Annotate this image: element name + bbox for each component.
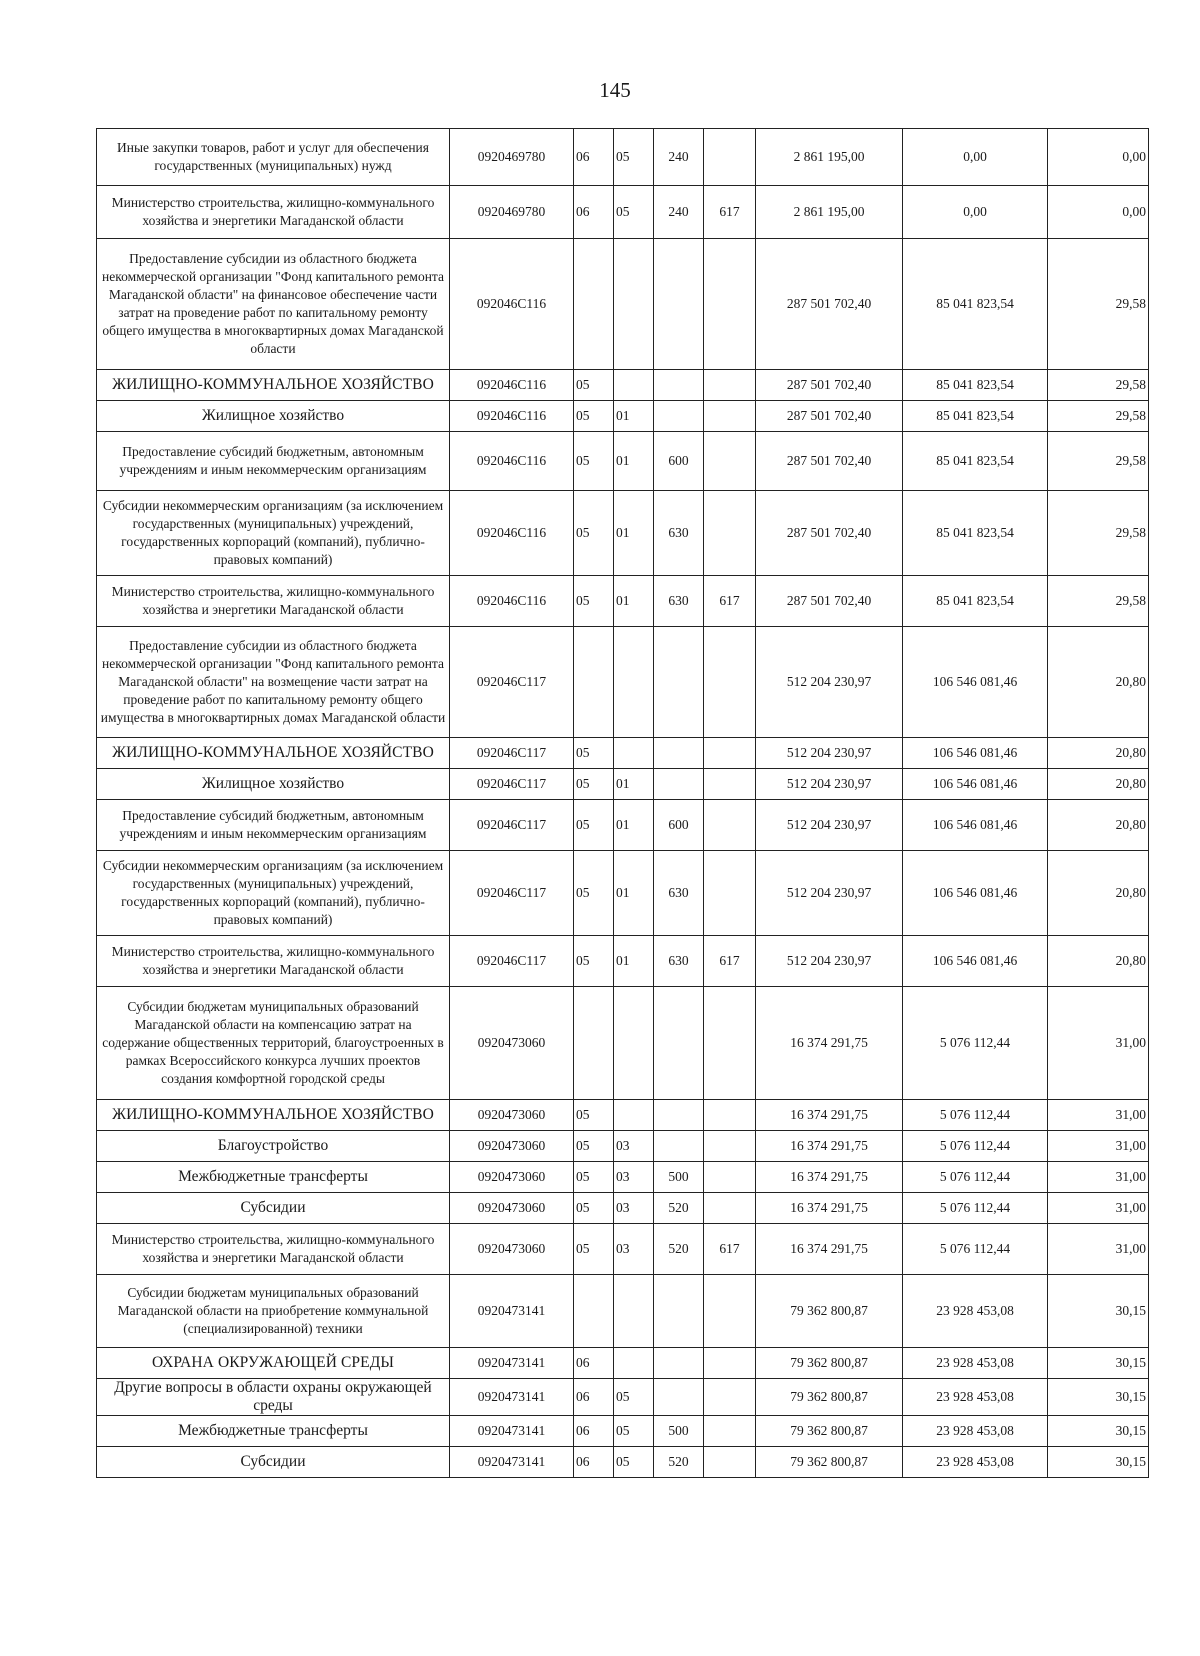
table-row xyxy=(97,1100,1149,1131)
row-name: Другие вопросы в области охраны окружающей среды xyxy=(97,1379,450,1416)
row-execution-percent: 29,58 xyxy=(1048,576,1149,627)
row-section: 05 xyxy=(574,1131,614,1162)
row-planned-amount: 287 501 702,40 xyxy=(756,576,903,627)
row-code: 092046С116 xyxy=(450,239,574,370)
row-planned-amount: 79 362 800,87 xyxy=(756,1348,903,1379)
row-expense-type: 630 xyxy=(654,851,704,936)
row-name: Министерство строительства, жилищно-коммунального хозяйства и энергетики Магаданской области xyxy=(97,186,450,239)
row-execution-percent: 30,15 xyxy=(1048,1447,1149,1478)
row-planned-amount: 16 374 291,75 xyxy=(756,1193,903,1224)
row-section: 05 xyxy=(574,1193,614,1224)
row-subsection: 01 xyxy=(614,800,654,851)
row-expense-type xyxy=(654,987,704,1100)
row-section xyxy=(574,627,614,738)
row-expense-type xyxy=(654,1275,704,1348)
row-name: Благоустройство xyxy=(97,1131,450,1162)
row-subsection xyxy=(614,738,654,769)
row-planned-amount: 16 374 291,75 xyxy=(756,1100,903,1131)
table-row xyxy=(97,239,1149,370)
row-executed-amount: 106 546 081,46 xyxy=(903,627,1048,738)
table-row xyxy=(97,576,1149,627)
row-admin-code xyxy=(704,800,756,851)
row-execution-percent: 29,58 xyxy=(1048,370,1149,401)
table-row xyxy=(97,1162,1149,1193)
row-execution-percent: 29,58 xyxy=(1048,239,1149,370)
row-planned-amount: 287 501 702,40 xyxy=(756,432,903,491)
row-code: 092046С116 xyxy=(450,576,574,627)
row-subsection: 01 xyxy=(614,851,654,936)
row-subsection: 03 xyxy=(614,1193,654,1224)
row-executed-amount: 85 041 823,54 xyxy=(903,432,1048,491)
row-code: 092046С116 xyxy=(450,432,574,491)
row-executed-amount: 5 076 112,44 xyxy=(903,1131,1048,1162)
row-code: 092046С116 xyxy=(450,401,574,432)
table-row xyxy=(97,1416,1149,1447)
row-execution-percent: 30,15 xyxy=(1048,1416,1149,1447)
table-row xyxy=(97,1131,1149,1162)
row-name: Предоставление субсидий бюджетным, автономным учреждениям и иным некоммерческим организациям xyxy=(97,432,450,491)
row-section: 06 xyxy=(574,129,614,186)
row-expense-type xyxy=(654,401,704,432)
row-section: 05 xyxy=(574,769,614,800)
row-executed-amount: 106 546 081,46 xyxy=(903,851,1048,936)
table-row xyxy=(97,800,1149,851)
row-admin-code xyxy=(704,370,756,401)
row-execution-percent: 0,00 xyxy=(1048,129,1149,186)
row-planned-amount: 2 861 195,00 xyxy=(756,129,903,186)
row-execution-percent: 31,00 xyxy=(1048,1193,1149,1224)
row-subsection: 05 xyxy=(614,1416,654,1447)
row-subsection: 01 xyxy=(614,769,654,800)
row-admin-code xyxy=(704,432,756,491)
row-subsection: 05 xyxy=(614,1447,654,1478)
row-expense-type: 600 xyxy=(654,800,704,851)
row-code: 092046С117 xyxy=(450,936,574,987)
row-executed-amount: 85 041 823,54 xyxy=(903,491,1048,576)
row-planned-amount: 16 374 291,75 xyxy=(756,1162,903,1193)
row-expense-type xyxy=(654,769,704,800)
row-admin-code xyxy=(704,1348,756,1379)
row-admin-code: 617 xyxy=(704,186,756,239)
row-subsection: 01 xyxy=(614,401,654,432)
row-expense-type: 240 xyxy=(654,129,704,186)
row-planned-amount: 287 501 702,40 xyxy=(756,239,903,370)
row-planned-amount: 287 501 702,40 xyxy=(756,491,903,576)
row-section: 05 xyxy=(574,851,614,936)
row-code: 0920469780 xyxy=(450,129,574,186)
row-admin-code xyxy=(704,1447,756,1478)
row-expense-type: 520 xyxy=(654,1193,704,1224)
row-planned-amount: 512 204 230,97 xyxy=(756,851,903,936)
row-subsection xyxy=(614,1100,654,1131)
row-executed-amount: 23 928 453,08 xyxy=(903,1447,1048,1478)
row-planned-amount: 79 362 800,87 xyxy=(756,1379,903,1416)
row-code: 0920473060 xyxy=(450,1131,574,1162)
table-row xyxy=(97,1275,1149,1348)
row-section: 05 xyxy=(574,1100,614,1131)
table-row xyxy=(97,769,1149,800)
row-executed-amount: 106 546 081,46 xyxy=(903,800,1048,851)
row-name: Межбюджетные трансферты xyxy=(97,1162,450,1193)
row-expense-type: 630 xyxy=(654,491,704,576)
row-code: 0920473141 xyxy=(450,1275,574,1348)
row-section: 06 xyxy=(574,186,614,239)
table-row xyxy=(97,936,1149,987)
row-executed-amount: 5 076 112,44 xyxy=(903,987,1048,1100)
row-section: 06 xyxy=(574,1447,614,1478)
row-planned-amount: 287 501 702,40 xyxy=(756,401,903,432)
row-planned-amount: 2 861 195,00 xyxy=(756,186,903,239)
row-subsection xyxy=(614,239,654,370)
row-expense-type xyxy=(654,627,704,738)
row-executed-amount: 85 041 823,54 xyxy=(903,239,1048,370)
row-admin-code xyxy=(704,1193,756,1224)
row-name: Предоставление субсидии из областного бюджета некоммерческой организации "Фонд капитального ремонта Магаданской области" на возмещение части затрат на проведение работ по капитальному ремонту общего имущества в многоквартирных домах Магаданской области xyxy=(97,627,450,738)
row-admin-code xyxy=(704,129,756,186)
row-admin-code xyxy=(704,627,756,738)
row-executed-amount: 106 546 081,46 xyxy=(903,738,1048,769)
row-name: Министерство строительства, жилищно-коммунального хозяйства и энергетики Магаданской области xyxy=(97,576,450,627)
table-row xyxy=(97,1224,1149,1275)
row-executed-amount: 23 928 453,08 xyxy=(903,1348,1048,1379)
row-section: 05 xyxy=(574,491,614,576)
row-execution-percent: 30,15 xyxy=(1048,1379,1149,1416)
row-execution-percent: 30,15 xyxy=(1048,1348,1149,1379)
row-code: 0920473060 xyxy=(450,1224,574,1275)
row-section: 05 xyxy=(574,576,614,627)
row-expense-type: 500 xyxy=(654,1162,704,1193)
row-admin-code xyxy=(704,1162,756,1193)
row-section: 05 xyxy=(574,1224,614,1275)
row-executed-amount: 106 546 081,46 xyxy=(903,936,1048,987)
row-execution-percent: 20,80 xyxy=(1048,627,1149,738)
row-planned-amount: 16 374 291,75 xyxy=(756,1224,903,1275)
row-admin-code xyxy=(704,401,756,432)
row-section: 06 xyxy=(574,1416,614,1447)
row-execution-percent: 20,80 xyxy=(1048,769,1149,800)
table-row xyxy=(97,1193,1149,1224)
row-execution-percent: 29,58 xyxy=(1048,491,1149,576)
budget-table xyxy=(96,128,1149,1478)
row-subsection: 03 xyxy=(614,1131,654,1162)
row-code: 092046С117 xyxy=(450,627,574,738)
table-row xyxy=(97,987,1149,1100)
table-row xyxy=(97,491,1149,576)
row-executed-amount: 0,00 xyxy=(903,129,1048,186)
row-execution-percent: 31,00 xyxy=(1048,1100,1149,1131)
row-section: 05 xyxy=(574,738,614,769)
row-code: 0920473141 xyxy=(450,1348,574,1379)
row-admin-code xyxy=(704,239,756,370)
row-name: Жилищное хозяйство xyxy=(97,401,450,432)
row-section: 05 xyxy=(574,936,614,987)
row-executed-amount: 85 041 823,54 xyxy=(903,576,1048,627)
row-section xyxy=(574,987,614,1100)
row-expense-type xyxy=(654,239,704,370)
row-name: Субсидии xyxy=(97,1193,450,1224)
row-code: 0920473141 xyxy=(450,1447,574,1478)
row-execution-percent: 20,80 xyxy=(1048,936,1149,987)
row-execution-percent: 31,00 xyxy=(1048,1131,1149,1162)
row-planned-amount: 512 204 230,97 xyxy=(756,800,903,851)
row-executed-amount: 5 076 112,44 xyxy=(903,1162,1048,1193)
row-expense-type: 500 xyxy=(654,1416,704,1447)
row-planned-amount: 79 362 800,87 xyxy=(756,1416,903,1447)
row-expense-type: 520 xyxy=(654,1224,704,1275)
row-execution-percent: 31,00 xyxy=(1048,987,1149,1100)
row-execution-percent: 31,00 xyxy=(1048,1162,1149,1193)
row-name: Предоставление субсидии из областного бюджета некоммерческой организации "Фонд капитального ремонта Магаданской области" на финансовое обеспечение части затрат на проведение работ по капитальному ремонту общего имущества в многоквартирных домах Магаданской области xyxy=(97,239,450,370)
row-subsection: 01 xyxy=(614,491,654,576)
row-name: Предоставление субсидий бюджетным, автономным учреждениям и иным некоммерческим организациям xyxy=(97,800,450,851)
table-row xyxy=(97,1447,1149,1478)
row-admin-code xyxy=(704,851,756,936)
row-subsection xyxy=(614,1348,654,1379)
row-admin-code: 617 xyxy=(704,1224,756,1275)
row-subsection xyxy=(614,370,654,401)
row-subsection: 01 xyxy=(614,936,654,987)
row-name: Министерство строительства, жилищно-коммунального хозяйства и энергетики Магаданской области xyxy=(97,936,450,987)
row-code: 092046С117 xyxy=(450,800,574,851)
row-planned-amount: 16 374 291,75 xyxy=(756,1131,903,1162)
row-code: 092046С117 xyxy=(450,738,574,769)
table-row xyxy=(97,129,1149,186)
row-code: 0920469780 xyxy=(450,186,574,239)
row-code: 0920473060 xyxy=(450,1162,574,1193)
row-execution-percent: 20,80 xyxy=(1048,738,1149,769)
row-section: 05 xyxy=(574,1162,614,1193)
row-section: 05 xyxy=(574,401,614,432)
table-row xyxy=(97,851,1149,936)
row-execution-percent: 20,80 xyxy=(1048,851,1149,936)
row-execution-percent: 20,80 xyxy=(1048,800,1149,851)
row-expense-type: 630 xyxy=(654,936,704,987)
row-expense-type xyxy=(654,1100,704,1131)
row-code: 0920473141 xyxy=(450,1379,574,1416)
row-admin-code xyxy=(704,1100,756,1131)
row-execution-percent: 29,58 xyxy=(1048,432,1149,491)
row-admin-code: 617 xyxy=(704,936,756,987)
row-admin-code xyxy=(704,1416,756,1447)
row-section: 05 xyxy=(574,432,614,491)
page-number: 145 xyxy=(599,78,631,102)
row-expense-type xyxy=(654,1348,704,1379)
row-admin-code xyxy=(704,1379,756,1416)
row-expense-type xyxy=(654,738,704,769)
row-name: Субсидии некоммерческим организациям (за исключением государственных (муниципальных) учреждений, государственных корпораций (компаний), публично-правовых компаний) xyxy=(97,851,450,936)
row-admin-code xyxy=(704,1275,756,1348)
row-name: Субсидии некоммерческим организациям (за исключением государственных (муниципальных) учреждений, государственных корпораций (компаний), публично-правовых компаний) xyxy=(97,491,450,576)
row-executed-amount: 5 076 112,44 xyxy=(903,1193,1048,1224)
table-row xyxy=(97,738,1149,769)
row-executed-amount: 23 928 453,08 xyxy=(903,1379,1048,1416)
row-execution-percent: 30,15 xyxy=(1048,1275,1149,1348)
row-planned-amount: 79 362 800,87 xyxy=(756,1447,903,1478)
row-expense-type xyxy=(654,1131,704,1162)
row-subsection: 01 xyxy=(614,432,654,491)
row-expense-type: 600 xyxy=(654,432,704,491)
row-executed-amount: 23 928 453,08 xyxy=(903,1416,1048,1447)
table-row xyxy=(97,432,1149,491)
row-planned-amount: 512 204 230,97 xyxy=(756,738,903,769)
row-expense-type xyxy=(654,370,704,401)
row-planned-amount: 287 501 702,40 xyxy=(756,370,903,401)
row-name: Субсидии xyxy=(97,1447,450,1478)
row-planned-amount: 512 204 230,97 xyxy=(756,936,903,987)
row-execution-percent: 0,00 xyxy=(1048,186,1149,239)
row-name: ОХРАНА ОКРУЖАЮЩЕЙ СРЕДЫ xyxy=(97,1348,450,1379)
table-row xyxy=(97,370,1149,401)
table-row xyxy=(97,401,1149,432)
row-expense-type: 520 xyxy=(654,1447,704,1478)
row-executed-amount: 85 041 823,54 xyxy=(903,370,1048,401)
row-admin-code xyxy=(704,1131,756,1162)
row-code: 0920473060 xyxy=(450,1193,574,1224)
table-row xyxy=(97,186,1149,239)
row-section: 05 xyxy=(574,370,614,401)
row-subsection: 03 xyxy=(614,1162,654,1193)
table-row xyxy=(97,627,1149,738)
row-subsection: 05 xyxy=(614,129,654,186)
row-executed-amount: 23 928 453,08 xyxy=(903,1275,1048,1348)
row-executed-amount: 5 076 112,44 xyxy=(903,1224,1048,1275)
row-name: Иные закупки товаров, работ и услуг для обеспечения государственных (муниципальных) нужд xyxy=(97,129,450,186)
row-name: ЖИЛИЩНО-КОММУНАЛЬНОЕ ХОЗЯЙСТВО xyxy=(97,738,450,769)
row-section xyxy=(574,239,614,370)
row-subsection: 03 xyxy=(614,1224,654,1275)
row-planned-amount: 512 204 230,97 xyxy=(756,769,903,800)
row-executed-amount: 106 546 081,46 xyxy=(903,769,1048,800)
row-name: Министерство строительства, жилищно-коммунального хозяйства и энергетики Магаданской области xyxy=(97,1224,450,1275)
row-planned-amount: 16 374 291,75 xyxy=(756,987,903,1100)
row-admin-code xyxy=(704,491,756,576)
row-code: 092046С116 xyxy=(450,491,574,576)
row-executed-amount: 85 041 823,54 xyxy=(903,401,1048,432)
row-section xyxy=(574,1275,614,1348)
row-name: Субсидии бюджетам муниципальных образований Магаданской области на компенсацию затрат на содержание общественных территорий, благоустроенных в рамках Всероссийского конкурса лучших проектов создания комфортной городской среды xyxy=(97,987,450,1100)
table-row xyxy=(97,1348,1149,1379)
row-planned-amount: 512 204 230,97 xyxy=(756,627,903,738)
row-name: Межбюджетные трансферты xyxy=(97,1416,450,1447)
row-code: 092046С116 xyxy=(450,370,574,401)
row-admin-code xyxy=(704,738,756,769)
row-code: 0920473141 xyxy=(450,1416,574,1447)
row-code: 092046С117 xyxy=(450,769,574,800)
row-code: 0920473060 xyxy=(450,1100,574,1131)
table-row xyxy=(97,1379,1149,1416)
row-admin-code xyxy=(704,769,756,800)
row-expense-type xyxy=(654,1379,704,1416)
row-name: ЖИЛИЩНО-КОММУНАЛЬНОЕ ХОЗЯЙСТВО xyxy=(97,370,450,401)
row-subsection: 05 xyxy=(614,1379,654,1416)
row-admin-code: 617 xyxy=(704,576,756,627)
row-subsection: 01 xyxy=(614,576,654,627)
row-subsection xyxy=(614,987,654,1100)
row-subsection: 05 xyxy=(614,186,654,239)
row-admin-code xyxy=(704,987,756,1100)
row-section: 06 xyxy=(574,1379,614,1416)
row-subsection xyxy=(614,627,654,738)
row-execution-percent: 29,58 xyxy=(1048,401,1149,432)
row-executed-amount: 0,00 xyxy=(903,186,1048,239)
row-execution-percent: 31,00 xyxy=(1048,1224,1149,1275)
row-planned-amount: 79 362 800,87 xyxy=(756,1275,903,1348)
row-code: 092046С117 xyxy=(450,851,574,936)
row-name: Жилищное хозяйство xyxy=(97,769,450,800)
row-name: Субсидии бюджетам муниципальных образований Магаданской области на приобретение коммунальной (специализированной) техники xyxy=(97,1275,450,1348)
row-code: 0920473060 xyxy=(450,987,574,1100)
row-expense-type: 630 xyxy=(654,576,704,627)
row-subsection xyxy=(614,1275,654,1348)
row-expense-type: 240 xyxy=(654,186,704,239)
row-executed-amount: 5 076 112,44 xyxy=(903,1100,1048,1131)
row-name: ЖИЛИЩНО-КОММУНАЛЬНОЕ ХОЗЯЙСТВО xyxy=(97,1100,450,1131)
row-section: 05 xyxy=(574,800,614,851)
row-section: 06 xyxy=(574,1348,614,1379)
